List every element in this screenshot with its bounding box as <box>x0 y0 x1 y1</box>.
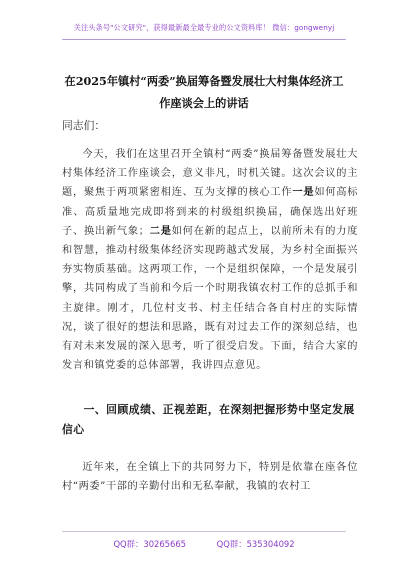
footer-qq-group-1: QQ群：30265665 <box>113 539 186 549</box>
header-divider <box>62 39 346 40</box>
header-banner: 关注头条号"公文研究"，获得最新最全最专业的公文资料库！ 微信：gongwenyj <box>73 23 335 32</box>
footer-divider <box>62 531 346 532</box>
document-title <box>40 70 368 114</box>
point-two-marker: 二是 <box>149 224 172 237</box>
footer <box>0 538 408 550</box>
paragraph-section1: 近年来，在全镇上下的共同努力下，特别是依靠在座各位村“两委”干部的辛勤付出和无私奉献，我镇的农村工 <box>62 462 358 493</box>
intro-text-a: 今天，我们在这里召开全镇村“两委”换届筹备暨发展壮大村集体经济工作座谈会，意义非凡，时机关键。这次会议的主题，聚焦于两项紧密相连、互为支撑的核心工作 <box>62 149 358 199</box>
point-one-marker: 一是 <box>292 186 315 199</box>
intro-text-e: 如何在新的起点上，以前所未有的力度和智慧，推动村级集体经济实现跨越式发展，为乡村全面振兴夯实物质基础。这两项工作，一个是组织保障，一个是发展引擎，共同构成了当前和今后一个时期我镇农村工作的总抓手和主旋律。刚才，几位村支书、村主任结合各自村庄的实际情况，谈了很好的想法和思路，既有对过去工作的深刻总结，也有对未来发展的深入思考，听了很受启发。下面，结合大家的发言和镇党委的总体部署，我讲四点意见。 <box>62 225 358 372</box>
greeting: 同志们： <box>62 119 106 132</box>
title-line-1: 在2025年镇村“两委”换届筹备暨发展壮大村集体经济工 <box>64 74 344 88</box>
footer-qq-group-2: QQ群：535304092 <box>216 539 295 549</box>
title-line-2: 作座谈会上的讲话 <box>159 96 249 110</box>
paragraph-intro <box>62 145 358 375</box>
section-heading-1: 一、回顾成绩、正视差距，在深刻把握形势中坚定发展信心 <box>62 403 355 436</box>
intro-text-c: 如何高标准、高质量地完成即将到来的村级组织换届，确保选出好班子、换出新气象； <box>62 187 359 237</box>
